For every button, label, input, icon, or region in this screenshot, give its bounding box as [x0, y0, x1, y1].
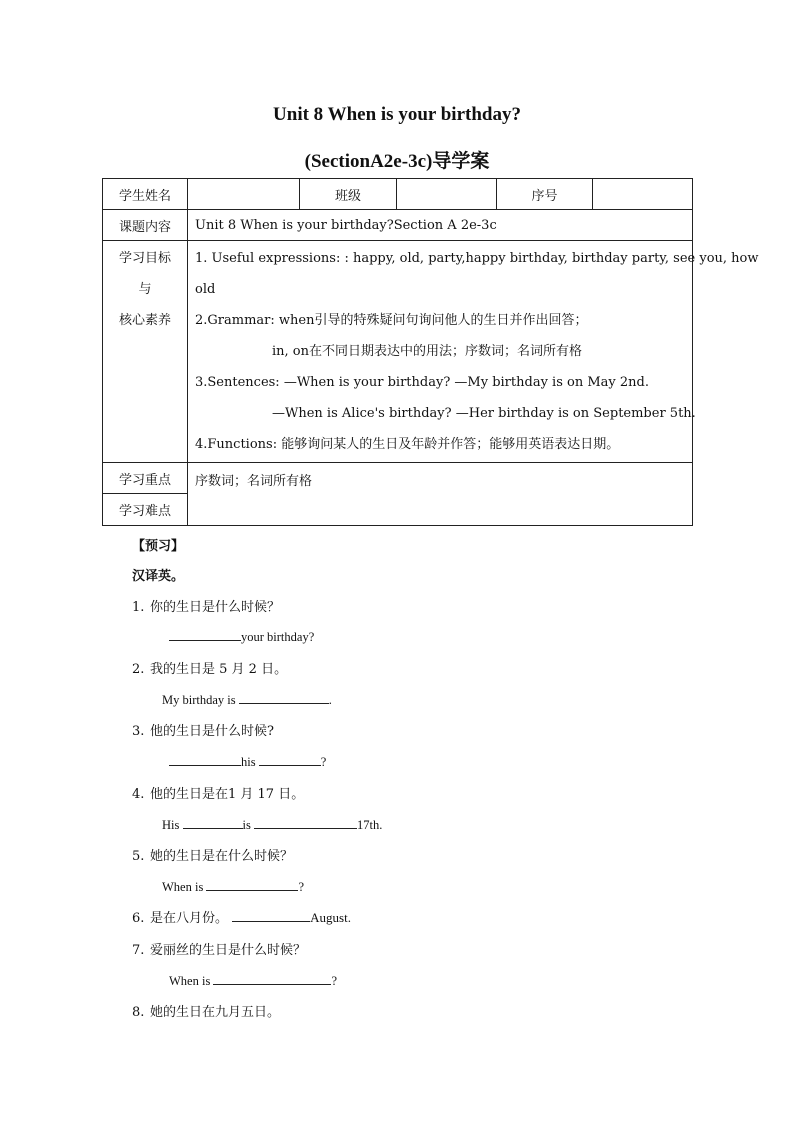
answer-blank[interactable] — [232, 908, 310, 922]
seat-number-label: 序号 — [497, 179, 593, 210]
answer-blank[interactable] — [259, 752, 321, 766]
goal-line: old — [195, 282, 216, 297]
topic-label: 课题内容 — [103, 210, 188, 241]
class-label: 班级 — [300, 179, 397, 210]
goal-line: in, on在不同日期表达中的用法；序数词；名词所有格 — [272, 344, 582, 359]
goal-line: 4.Functions: 能够询问某人的生日及年龄并作答；能够用英语表达日期。 — [195, 437, 620, 452]
answer-blank[interactable] — [206, 877, 298, 891]
answer-line-5: When is ? — [162, 877, 304, 895]
key-points-value: 序数词；名词所有格 — [188, 463, 693, 526]
preview-instruction: 汉译英。 — [132, 569, 185, 584]
goal-line: 1. Useful expressions: : happy, old, party,happy birthday, birthday party, see you, how — [195, 251, 759, 266]
topic-value: Unit 8 When is your birthday?Section A 2e-3c — [188, 210, 693, 241]
goal-line: 3.Sentences: —When is your birthday? —My birthday is on May 2nd. — [195, 375, 649, 390]
goals-label: 学习目标 与 核心素养 — [103, 241, 188, 463]
question-6: 6. 是在八月份。 August. — [132, 910, 351, 926]
page-subtitle: (SectionA2e-3c)导学案 — [304, 151, 490, 172]
question-7: 7. 爱丽丝的生日是什么时候？ — [132, 943, 307, 958]
student-name-label: 学生姓名 — [103, 179, 188, 210]
question-4: 4. 他的生日是在1 月 17 日。 — [132, 787, 305, 802]
page-title: Unit 8 When is your birthday? — [273, 104, 521, 125]
answer-line-3: his ? — [169, 752, 326, 770]
student-name-field[interactable] — [188, 179, 300, 210]
answer-blank[interactable] — [254, 815, 357, 829]
answer-line-2: My birthday is . — [162, 690, 332, 708]
question-2: 2. 我的生日是 5 月 2 日。 — [132, 662, 288, 677]
difficulties-label: 学习难点 — [103, 494, 188, 526]
answer-blank[interactable] — [169, 627, 241, 641]
answer-line-4: His is 17th. — [162, 815, 382, 833]
seat-number-field[interactable] — [593, 179, 693, 210]
answer-line-1: your birthday? — [169, 627, 314, 645]
answer-blank[interactable] — [239, 690, 329, 704]
goals-content — [188, 241, 759, 463]
question-1: 1. 你的生日是什么时候？ — [132, 600, 281, 615]
question-3: 3. 他的生日是什么时候? — [132, 724, 274, 739]
preview-heading: 【预习】 — [132, 539, 185, 554]
question-5: 5. 她的生日是在什么时候？ — [132, 849, 294, 864]
answer-blank[interactable] — [213, 971, 331, 985]
answer-blank[interactable] — [169, 752, 241, 766]
class-field[interactable] — [397, 179, 497, 210]
key-points-label: 学习重点 — [103, 463, 188, 494]
answer-line-7: When is ? — [169, 971, 337, 989]
question-8: 8. 她的生日在九月五日。 — [132, 1005, 281, 1020]
answer-blank[interactable] — [183, 815, 243, 829]
goal-line: 2.Grammar: when引导的特殊疑问句询问他人的生日并作出回答； — [195, 313, 588, 328]
info-table — [102, 178, 759, 526]
goal-line: —When is Alice's birthday? —Her birthday is on September 5th. — [272, 406, 696, 421]
